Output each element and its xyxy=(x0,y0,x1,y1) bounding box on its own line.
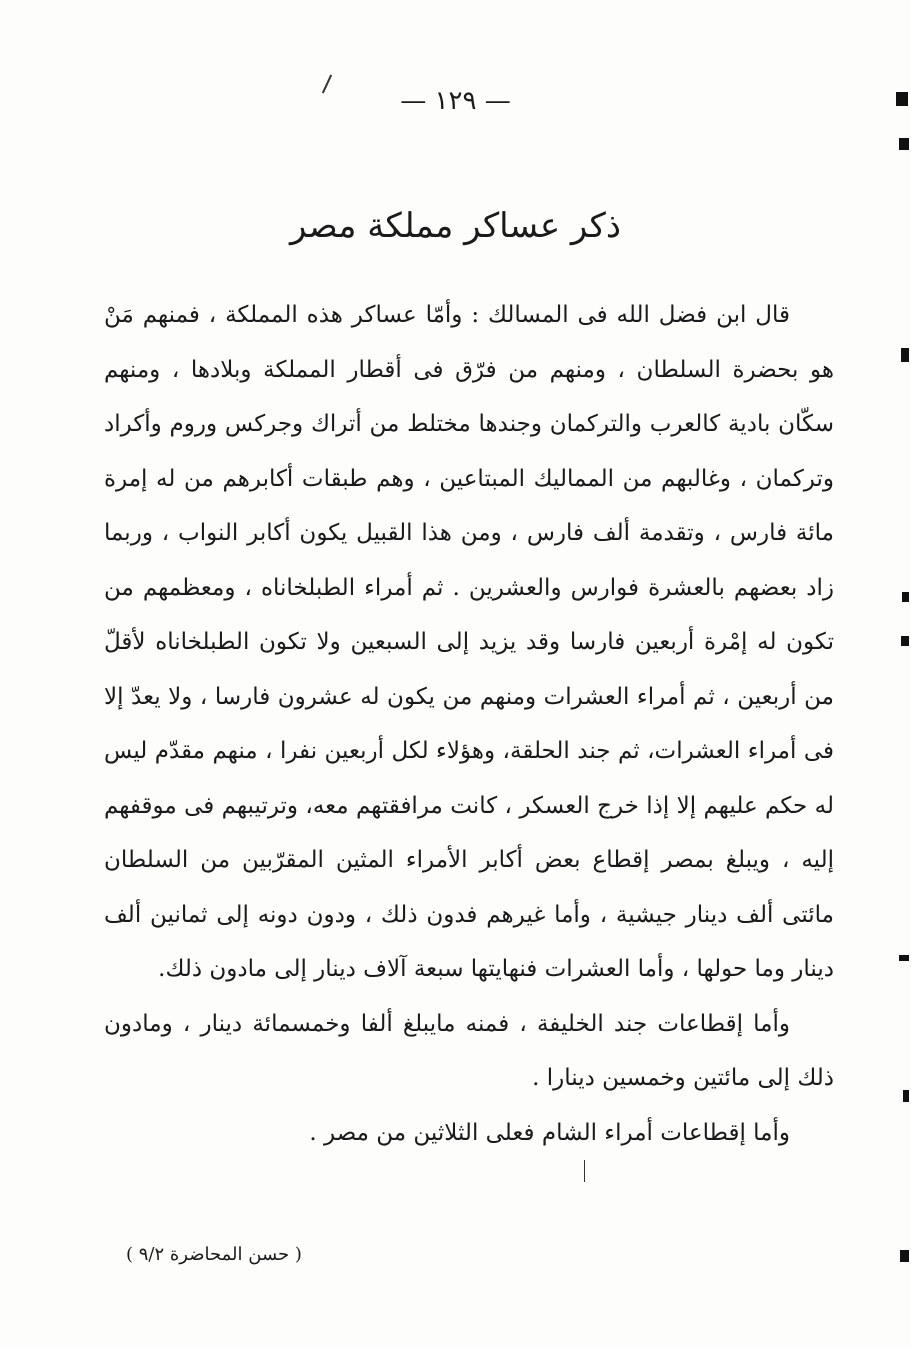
footnote-source: ( حسن المحاضرة ٩/٢ ) xyxy=(126,1244,302,1265)
scan-edge-mark xyxy=(903,1090,909,1102)
paragraph-1: قال ابن فضل الله فى المسالك : وأمّا عساكر هذه المملكة ، فمنهم مَنْ هو بحضرة السلطان ، ومنهم من فرّق فى أقطار المملكة وبلادها ، ومنهم سكّان بادية كالعرب والتركمان وجندها مختلط من أتراك وجركس وروم وأكراد وتركمان ، وغالبهم من المماليك المبتاعين ، وهم طبقات أكابرهم من له إمرة مائة فارس ، وتقدمة ألف فارس ، ومن هذا القبيل يكون أكابر النواب ، وربما زاد بعضهم بالعشرة فوارس والعشرين . ثم أمراء الطبلخاناه ، ومعظمهم من تكون له إمْرة أربعين فارسا وقد يزيد إلى السبعين ولا تكون الطبلخاناه لأقلّ من أربعين ، ثم أمراء العشرات ومنهم من يكون له عشرون فارسا ، ولا يعدّ إلا فى أمراء العشرات، ثم جند الحلقة، وهؤلاء لكل أربعين نفرا ، منهم مقدّم ليس له حكم عليهم إلا إذا خرج العسكر ، كانت مرافقتهم معه، وترتيبهم فى موقفهم إليه ، ويبلغ بمصر إقطاع بعض أكابر الأمراء المثين المقرّبين من السلطان مائتى ألف دينار جيشية ، وأما غيرهم فدون ذلك ، ودون دونه إلى ثمانين ألف دينار وما حولها ، وأما العشرات فنهايتها سبعة آلاف دينار إلى مادون ذلك. xyxy=(104,302,834,982)
scan-edge-mark xyxy=(899,955,909,961)
page-number: — ١٢٩ — xyxy=(400,86,511,116)
scan-edge-mark xyxy=(900,1250,909,1262)
paragraph-3: وأما إقطاعات أمراء الشام فعلى الثلاثين من مصر . xyxy=(309,1119,790,1146)
scan-edge-mark xyxy=(902,592,909,602)
body-text xyxy=(104,288,834,1160)
paragraph-2: وأما إقطاعات جند الخليفة ، فمنه مايبلغ ألفا وخمسمائة دينار ، ومادون ذلك إلى مائتين وخمسين دينارا . xyxy=(104,1010,834,1091)
scan-edge-mark xyxy=(901,348,909,362)
chapter-title: ذكر عساكر مملكة مصر xyxy=(289,206,622,246)
scan-edge-mark xyxy=(899,138,909,150)
scan-stray-stroke xyxy=(584,1160,585,1182)
scan-edge-mark xyxy=(901,636,909,646)
